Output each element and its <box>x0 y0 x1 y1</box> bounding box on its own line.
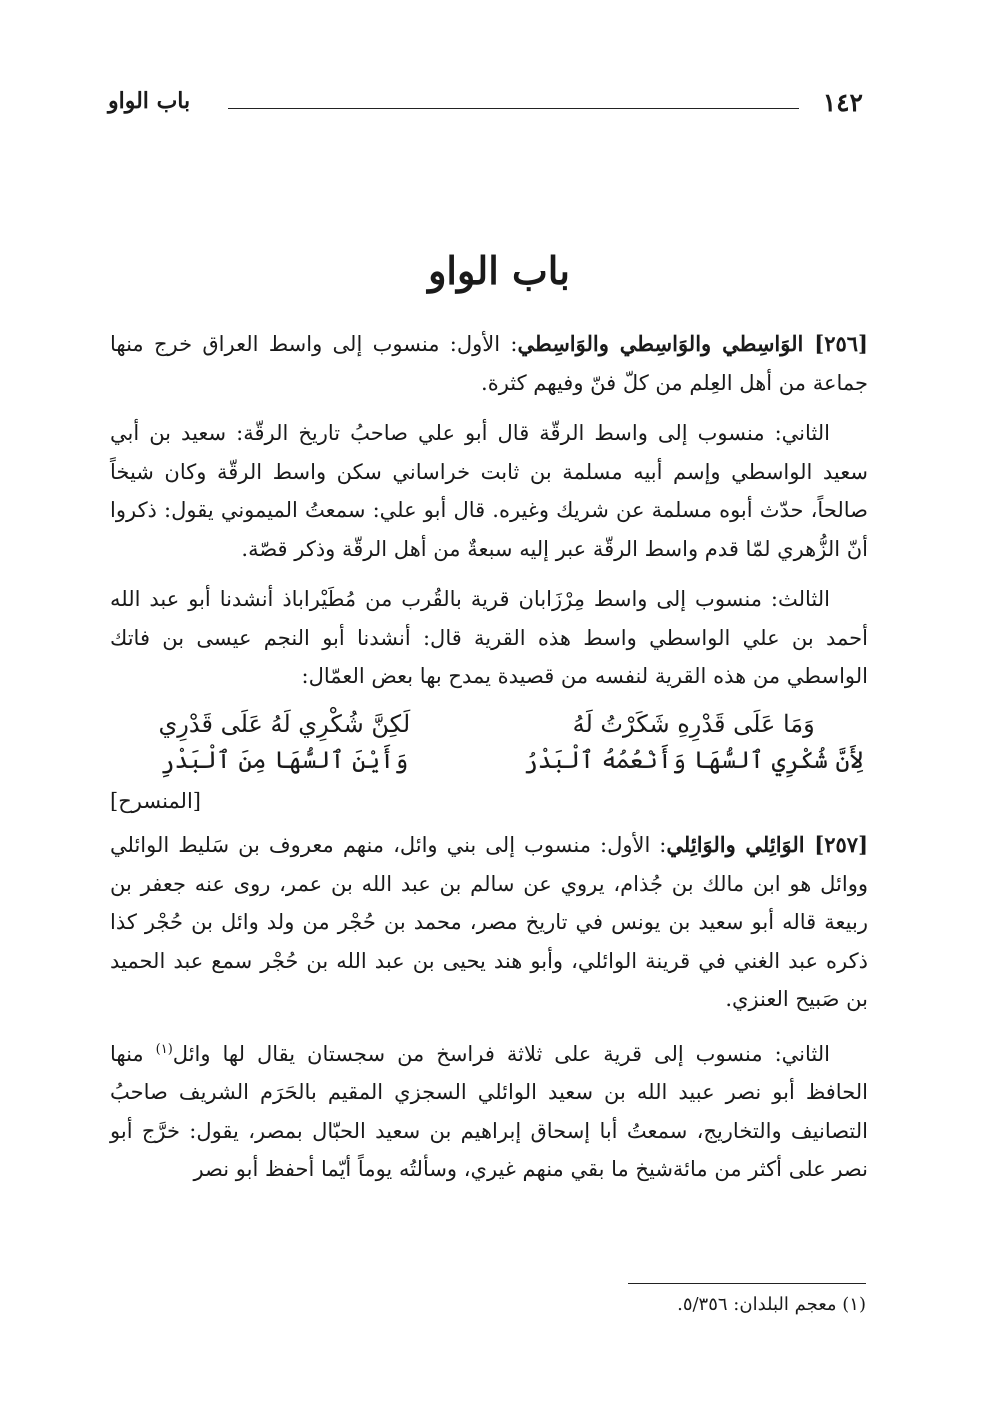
footnote-rule <box>628 1283 866 1284</box>
footnote-marker[interactable]: (١) <box>155 1041 173 1057</box>
page-number: ١٤٢ <box>822 88 863 117</box>
footnote: (١) معجم البلدان: ٥/٣٥٦. <box>677 1294 866 1315</box>
main-text <box>110 325 868 1201</box>
entry-257-heading: [٢٥٧] الوَائِلي والوَائِلي <box>666 832 868 857</box>
entry-257-para-1: [٢٥٧] الوَائِلي والوَائِلي: الأول: منسوب إلى بني وائل، منهم معروف بن سَليط الوائلي ووائل هو ابن مالك بن جُذام، يروي عن سالم بن عبد الله بن عمر، روى عنه جعفر بن ربيعة قاله أبو سعيد بن يونس في تاريخ مصر، محمد بن حُجْر من ولد وائل بن حُجْر كذا ذكره عبد الغني في قرينة الوائلي، وأبو هند يحيى بن عبد الله بن حُجْر سمع عبد الحميد بن صَبيح العنزي. <box>110 832 868 1011</box>
verse-1-left: لَكِنَّ شُكْرِي لَهُ عَلَى قَدْرِي <box>158 709 411 738</box>
verse-meter: [المنسرح] <box>110 788 201 813</box>
entry-256-para-3: الثالث: منسوب إلى واسط مِرْزَابان قرية بالقُرب من مُطَيْراباذ أنشدنا أبو عبد الله أحمد بن علي الواسطي واسط هذه القرية قال: أنشدنا أبو النجم عيسى بن فاتك الواسطي من هذه القرية لنفسه من قصيدة يمدح بها بعض العمّال: <box>110 587 868 688</box>
entry-256-heading: [٢٥٦] الوَاسِطي والوَاسِطي والوَاسِطي <box>517 331 868 356</box>
chapter-title: باب الواو <box>428 248 570 293</box>
verse-line-1 <box>110 704 868 744</box>
verse-2-left: وَأَيْنَ ٱلسُّهَا مِنَ ٱلْبَدْرِ <box>160 745 409 774</box>
header-rule <box>228 108 799 109</box>
page-header <box>108 88 863 122</box>
verse-line-2 <box>110 740 868 780</box>
running-title: باب الواو <box>108 88 191 114</box>
entry-257-para-2: الثاني: منسوب إلى قرية على ثلاثة فراسخ من سجستان يقال لها وائل$^{(١)}$ منها الحافظ أبو نصر عبيد الله بن سعيد الوائلي السجزي المقيم بالحَرَم الشريف صاحبُ التصانيف والتخاريج، سمعتُ أبا إسحاق إبراهيم بن سعيد الحبّال بمصر، يقول: خرَّج أبو نصر على أكثر من مائةشيخ ما بقي منهم غيري، وسألتُه يوماً أيّما أحفظ أبو نصر <box>110 1041 868 1181</box>
verse-1-right: وَمَا عَلَى قَدْرِهِ شَكَرْتُ لَهُ <box>572 709 815 738</box>
verse-2-right: لِأَنَّ شُكْرِي ٱلسُّهَا وَأَنْعُمُهُ ٱلْبَدْرُ <box>523 745 864 774</box>
entry-256-para-1: [٢٥٦] الوَاسِطي والوَاسِطي والوَاسِطي: الأول: منسوب إلى واسط العراق خرج منها جماعة من أهل العِلم من كلّ فنّ وفيهم كثرة. <box>110 331 868 395</box>
entry-256-para-2: الثاني: منسوب إلى واسط الرقّة قال أبو علي صاحبُ تاريخ الرقّة: سعيد بن أبي سعيد الواسطي وإسم أبيه مسلمة بن ثابت خراساني سكن واسط الرقّة وكان شيخاً صالحاً، حدّث أبوه مسلمة عن شريك وغيره. قال أبو علي: سمعتُ الميموني يقول: ذكروا أنّ الزُّهري لمّا قدم واسط الرقّة عبر إليه سبعةٌ من أهل الرقّة وذكر قصّة. <box>110 421 868 561</box>
